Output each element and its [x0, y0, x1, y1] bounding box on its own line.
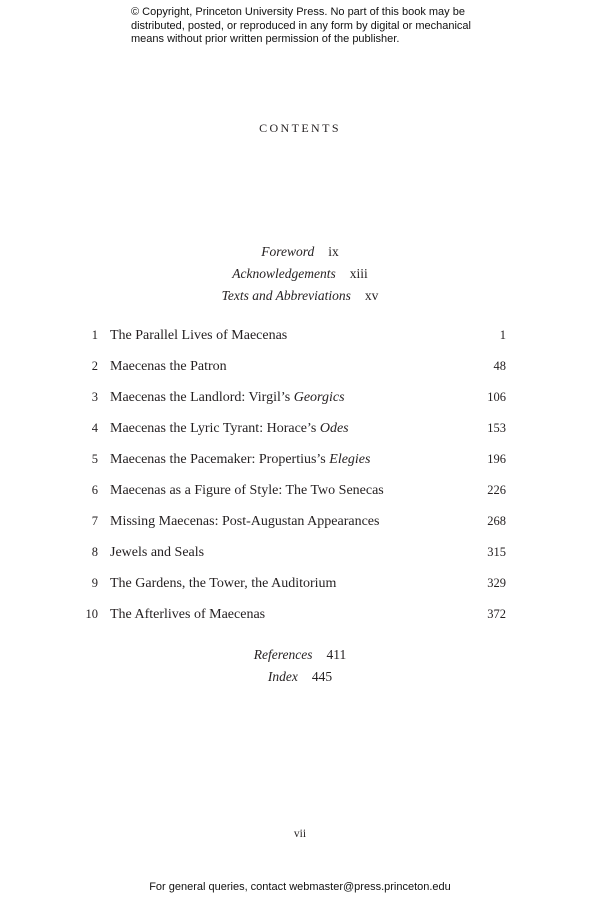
chapter-page: 153: [487, 421, 506, 435]
chapter-number: 8: [91, 545, 98, 559]
chapter-page: 48: [493, 359, 506, 373]
entry-page: 411: [326, 647, 347, 662]
entry-page: xiii: [349, 266, 368, 281]
front-matter-entry[interactable]: [0, 288, 600, 304]
chapter-title: The Parallel Lives of Maecenas: [110, 328, 288, 343]
back-matter-entry[interactable]: [0, 669, 600, 685]
footer-contact: For general queries, contact webmaster@press.princeton.edu: [149, 881, 451, 893]
chapter-entry[interactable]: [0, 421, 600, 441]
chapter-entry[interactable]: [0, 483, 600, 503]
copyright-line: means without prior written permission of the publisher.: [131, 33, 400, 45]
chapter-title: Maecenas the Landlord: Virgil’s Georgics: [110, 390, 345, 405]
contents-heading: CONTENTS: [259, 121, 341, 135]
entry-page: 445: [311, 669, 333, 684]
chapter-number: 2: [91, 359, 98, 373]
chapter-entry[interactable]: [0, 390, 600, 410]
chapter-number: 5: [91, 452, 98, 466]
chapter-number: 1: [91, 328, 98, 342]
chapter-title: Maecenas the Lyric Tyrant: Horace’s Odes: [110, 421, 349, 436]
chapter-page: 268: [487, 514, 506, 528]
chapter-title: Maecenas the Pacemaker: Propertius’s Elegies: [110, 452, 371, 467]
front-matter-entry[interactable]: [0, 266, 600, 282]
entry-title: Texts and Abbreviations: [221, 288, 351, 303]
chapter-entry[interactable]: [0, 328, 600, 348]
chapter-entry[interactable]: [0, 607, 600, 627]
front-matter-entry[interactable]: [0, 244, 600, 260]
copyright-line: distributed, posted, or reproduced in any form by digital or mechanical: [131, 19, 471, 32]
entry-page: ix: [328, 244, 339, 259]
entry-title: References: [253, 647, 313, 662]
chapter-entry[interactable]: [0, 452, 600, 472]
chapter-entry[interactable]: [0, 359, 600, 379]
page-number: vii: [293, 828, 307, 840]
chapter-entry[interactable]: [0, 545, 600, 565]
chapter-page: 1: [499, 328, 506, 342]
chapter-entry[interactable]: [0, 576, 600, 596]
chapter-title: The Afterlives of Maecenas: [110, 607, 266, 622]
copyright-line: © Copyright, Princeton University Press. No part of this book may be: [131, 6, 465, 18]
chapter-number: 10: [85, 607, 98, 621]
chapter-number: 6: [91, 483, 98, 497]
chapter-page: 329: [487, 576, 506, 590]
copyright-notice: [131, 6, 491, 47]
entry-title: Foreword: [261, 244, 315, 259]
chapter-number: 9: [91, 576, 98, 590]
chapter-title: The Gardens, the Tower, the Auditorium: [110, 576, 337, 591]
chapter-page: 226: [487, 483, 506, 497]
chapter-entry[interactable]: [0, 514, 600, 534]
chapter-number: 3: [91, 390, 98, 404]
chapter-number: 7: [91, 514, 98, 528]
chapter-page: 372: [487, 607, 506, 621]
chapter-page: 315: [487, 545, 506, 559]
chapter-page: 106: [487, 390, 506, 404]
chapter-page: 196: [487, 452, 506, 466]
chapter-number: 4: [91, 421, 98, 435]
entry-page: xv: [364, 288, 379, 303]
chapter-title: Jewels and Seals: [110, 545, 205, 560]
chapter-title: Maecenas the Patron: [110, 359, 227, 374]
chapter-title: Missing Maecenas: Post-Augustan Appearances: [110, 514, 380, 529]
entry-title: Acknowledgements: [232, 266, 336, 281]
entry-title: Index: [267, 669, 298, 684]
chapter-title: Maecenas as a Figure of Style: The Two Senecas: [110, 483, 384, 498]
back-matter-entry[interactable]: [0, 647, 600, 663]
